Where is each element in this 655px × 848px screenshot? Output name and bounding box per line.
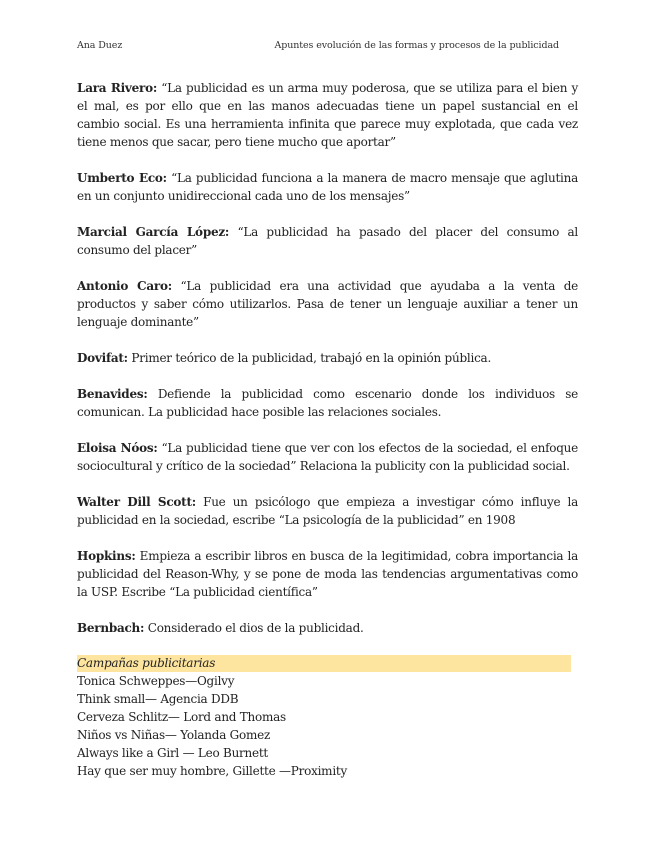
campaign-item: Cerveza Schlitz— Lord and Thomas	[77, 710, 286, 724]
author-entry	[77, 493, 578, 529]
header-author: Ana Duez	[77, 40, 123, 51]
header-title: Apuntes evolución de las formas y procesos de la publicidad	[274, 40, 559, 51]
page-body	[77, 79, 578, 780]
author-name: Umberto Eco:	[77, 171, 167, 185]
author-entry	[77, 79, 578, 151]
author-name: Bernbach:	[77, 621, 145, 635]
author-description: “La publicidad tiene que ver con los efectos de la sociedad, el enfoque sociocultural y crítico de la sociedad” Relaciona la publicity con la publicidad social.	[77, 441, 578, 473]
campaign-item: Niños vs Niñas— Yolanda Gomez	[77, 728, 271, 742]
campaign-item: Think small— Agencia DDB	[77, 692, 239, 706]
author-description: Considerado el dios de la publicidad.	[144, 621, 364, 635]
author-description: Fue un psicólogo que empieza a investigar cómo influye la publicidad en la sociedad, escribe “La psicología de la publicidad” en 1908	[77, 495, 578, 527]
author-entry	[77, 619, 578, 637]
author-name: Dovifat:	[77, 351, 128, 365]
author-name: Hopkins:	[77, 549, 136, 563]
author-description: “La publicidad era una actividad que ayudaba a la venta de productos y saber cómo utilizarlos. Pasa de tener un lenguaje auxiliar a tener un lenguaje dominante”	[77, 279, 578, 329]
author-name: Antonio Caro:	[77, 279, 172, 293]
page-header	[77, 40, 559, 51]
campaigns-heading: Campañas publicitarias	[77, 655, 571, 672]
campaigns-section	[77, 655, 578, 780]
author-entry	[77, 439, 578, 475]
author-name: Benavides:	[77, 387, 148, 401]
author-description: Empieza a escribir libros en busca de la legitimidad, cobra importancia la publicidad del Reason-Why, y se pone de moda las tendencias argumentativas como la USP. Escribe “La publicidad científica”	[77, 549, 578, 599]
author-entry	[77, 277, 578, 331]
author-name: Lara Rivero:	[77, 81, 158, 95]
author-description: “La publicidad ha pasado del placer del consumo al consumo del placer”	[77, 225, 579, 257]
campaign-item: Hay que ser muy hombre, Gillette —Proximity	[77, 764, 348, 778]
author-name: Walter Dill Scott:	[77, 495, 196, 509]
author-entry	[77, 169, 578, 205]
author-description: Defiende la publicidad como escenario donde los individuos se comunican. La publicidad hace posible las relaciones sociales.	[77, 387, 578, 419]
campaign-item: Always like a Girl — Leo Burnett	[77, 746, 269, 760]
author-description: “La publicidad es un arma muy poderosa, que se utiliza para el bien y el mal, es por ello que en las manos adecuadas tiene un papel sustancial en el cambio social. Es una herramienta infinita que parece muy explotada, que cada vez tiene menos que sacar, pero tiene mucho que aportar”	[77, 81, 578, 149]
author-name: Eloisa Nóos:	[77, 441, 158, 455]
author-name: Marcial García López:	[77, 225, 230, 239]
campaign-item: Tonica Schweppes—Ogilvy	[77, 674, 235, 688]
author-entry	[77, 223, 578, 259]
author-description: Primer teórico de la publicidad, trabajó en la opinión pública.	[127, 351, 492, 365]
author-description: “La publicidad funciona a la manera de macro mensaje que aglutina en un conjunto unidireccional cada uno de los mensajes”	[77, 171, 579, 203]
author-entry	[77, 349, 578, 367]
author-entry	[77, 385, 578, 421]
author-entry	[77, 547, 578, 601]
